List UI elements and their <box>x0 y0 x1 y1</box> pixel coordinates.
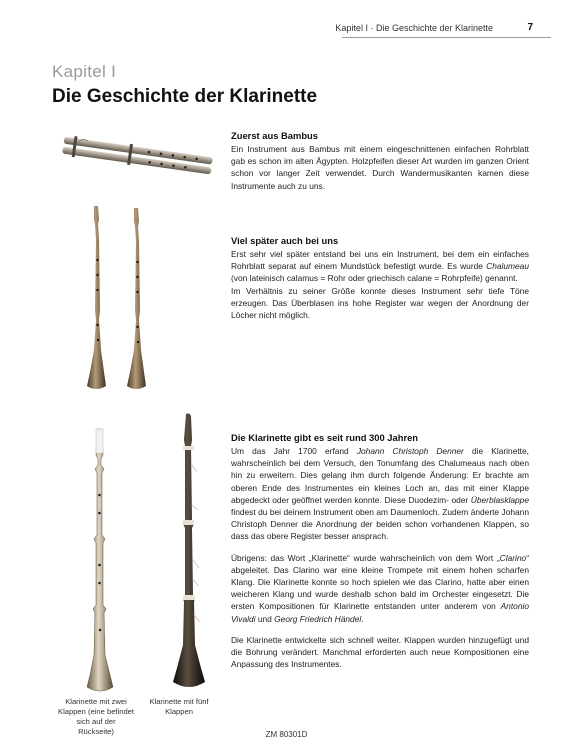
italic-text: Johann Christoph Denner <box>356 446 464 456</box>
paragraph <box>231 445 529 543</box>
text-run: Übrigens: das Wort „Klarinette“ wurde wahrscheinlich von dem Wort „ <box>231 552 500 563</box>
text-run: Im Verhältnis zu seiner Größe konnte dieses Instrument sehr tiefe Töne erzeugen. Das Überblasen ins hohe Register war wegen der Anordnung der Löcher nicht möglich. <box>231 285 529 321</box>
chapter-label: Kapitel I <box>52 62 117 81</box>
section-chalumeau <box>231 235 529 321</box>
section-body <box>231 445 529 670</box>
text-run: Erst sehr viel später entstand bei uns ein Instrument, bei dem ein einfaches Rohrblatt separat auf einem Mundstück befestigt wurde. Es wurde <box>231 249 529 272</box>
italic-text: Überblasklappe <box>470 494 529 505</box>
paragraph <box>231 285 529 322</box>
italic-text: Clarino <box>499 552 527 563</box>
running-header-title: Kapitel I · Die Geschichte der Klarinette <box>335 23 493 33</box>
section-body <box>231 248 529 321</box>
clarinet-two-keys-illustration <box>80 425 120 695</box>
page-number: 7 <box>527 22 533 33</box>
text-run: die Klarinette, wahrscheinlich bei dem Versuch, den Tonumfang des Chalumeaus nach oben hin zu erweitern. Dies gelang ihm durch folgende Änderung: Er brachte am oberen Ende des Instrumentes ein kleines Loch an, das mit einer Klappe abgedeckt oder geöffnet werden konnte. Diese Duodezim- oder <box>231 446 529 505</box>
paragraph <box>231 143 529 192</box>
text-run: Um das Jahr 1700 erfand <box>231 446 357 456</box>
text-run: findest du bei deinem Instrument oben am Daumenloch. Zudem änderte Johann Christoph Denner die Anordnung der beiden schon vorhandenen Klappen, so dass das obere Register besser ansprach. <box>231 507 529 542</box>
running-header <box>0 20 573 38</box>
section-clarinet-history <box>231 432 529 670</box>
italic-text: Georg Friedrich Händel <box>274 613 362 624</box>
paragraph <box>231 634 529 671</box>
section-bamboo <box>231 130 529 192</box>
clarinet-five-keys-illustration <box>165 410 211 695</box>
italic-text: Chalumeau <box>486 261 529 272</box>
chapter-title: Die Geschichte der Klarinette <box>52 86 318 107</box>
paragraph <box>231 552 529 625</box>
chalumeau-illustration <box>82 200 162 395</box>
text-run: Die Klarinette entwickelte sich schnell weiter. Klappen wurden hinzugefügt und die Bohrung verändert. Manchmal erforderten auch neue Kompositionen eine Anpassung des Instrumentes. <box>231 634 529 670</box>
section-heading: Die Klarinette gibt es seit rund 300 Jahren <box>231 432 419 443</box>
text-run: Ein Instrument aus Bambus mit einem eingeschnittenen einfachen Rohrblatt gab es schon im alten Ägypten. Holzpfeifen dieser Art wurden im ganzen Orient schon vor langer Zeit verwendet. Durch Wandermusikanten kamen diese Instrumente auch zu uns. <box>231 144 529 191</box>
text-run: “ abgeleitet. Das Clarino war eine kleine Trompete mit einem hohen scharfen Klang. Die Klarinette konnte so hoch spielen wie das Clarino, hatte aber einen weicheren Klang und wurde deshalb schon bald im Orchester eingesetzt. Die ersten Kompositionen für Klarinette entstanden unter anderem von <box>231 552 529 612</box>
header-rule <box>342 37 551 38</box>
paragraph <box>231 248 529 285</box>
text-run: . <box>361 613 364 624</box>
bamboo-pipes-illustration <box>58 135 216 183</box>
caption-clarinet-two-keys: Klarinette mit zwei Klappen (eine befindet sich auf der Rückseite) <box>58 697 134 736</box>
section-heading: Viel später auch bei uns <box>231 235 339 246</box>
caption-clarinet-five-keys: Klarinette mit fünf Klappen <box>149 697 209 716</box>
footer-code: ZM 80301D <box>265 730 308 739</box>
text-run: und <box>255 613 275 624</box>
section-body <box>231 143 529 192</box>
section-heading: Zuerst aus Bambus <box>231 130 319 141</box>
italic-text: Antonio Vivaldi <box>231 601 529 624</box>
text-run: (von lateinisch calamus = Rohr oder griechisch calane = Rohrpfeife) genannt. <box>231 273 518 284</box>
